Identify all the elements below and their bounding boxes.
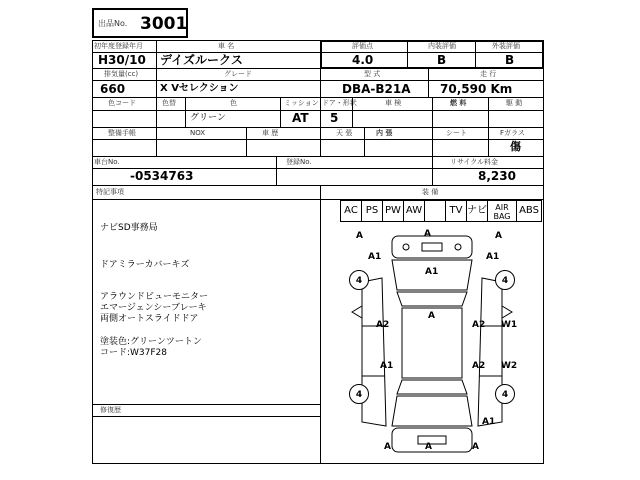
mark-bumper-left: A1 [368, 252, 382, 262]
car-diagram [322, 226, 542, 462]
mark-front-center: A [424, 229, 431, 239]
mileage: 70,590 Km [440, 82, 513, 96]
front-bumper-shape [392, 236, 472, 258]
equipment-pw: PW [382, 200, 404, 222]
score-label: 評価点 [352, 42, 373, 50]
mark-right-door-front-w: W1 [501, 320, 518, 330]
tire-front-right: 4 [495, 270, 515, 290]
interior-grade: B [437, 53, 447, 67]
car-name-label: 車 名 [218, 42, 235, 50]
note-brake: エマージェンシーブレーキ [100, 303, 207, 313]
tire-rear-right: 4 [495, 384, 515, 404]
displacement: 660 [100, 82, 126, 96]
left-side-shape [362, 278, 386, 426]
grade: X Vセレクション [160, 83, 239, 94]
model-label: 型 式 [364, 70, 381, 78]
exterior-grade-label: 外装評価 [492, 42, 520, 50]
equipment-blank [424, 200, 446, 222]
mark-left-door-front: A2 [376, 320, 390, 330]
displacement-label: 排気量(cc) [104, 70, 139, 78]
grade-label: グレード [224, 70, 252, 78]
glass-value: 傷 [510, 140, 521, 153]
chassis-label: 車台No. [94, 158, 120, 166]
lot-number-box [92, 8, 188, 38]
color-change-label: 色替 [162, 99, 176, 107]
color-label: 色 [230, 99, 237, 107]
fuel-label: 燃 料 [450, 99, 467, 107]
equipment-ac: AC [340, 200, 362, 222]
mark-right-door-rear-w: W2 [501, 361, 518, 371]
ceiling-label: 天 張 [336, 129, 353, 137]
mark-roof: A [428, 311, 435, 321]
year-label: 初年度登録年月 [94, 42, 143, 50]
car-name: デイズルークス [160, 53, 243, 67]
tire-front-left: 4 [349, 270, 369, 290]
exterior-grade: B [505, 53, 515, 67]
note-around-view: アラウンドビューモニター [100, 292, 209, 302]
mark-rear-right-low: A [472, 442, 479, 452]
interior-grade-label: 内装評価 [428, 42, 456, 50]
mark-front-left: A [356, 231, 363, 241]
history-label: 車 歴 [262, 129, 279, 137]
note-navi-sd: ナビSD事務局 [100, 223, 158, 233]
mark-rear-right: A1 [482, 417, 496, 427]
mark-right-door-front: A2 [472, 320, 486, 330]
equipment-abs: ABS [516, 200, 542, 222]
interior-trim-label: 内 張 [376, 129, 393, 137]
mission-value: AT [292, 111, 309, 125]
equipment-aw: AW [403, 200, 425, 222]
notes-label: 特記事項 [96, 188, 124, 196]
mark-hood: A1 [425, 267, 439, 277]
mileage-label: 走 行 [480, 70, 497, 78]
mark-left-door-rear: A1 [380, 361, 394, 371]
mark-rear-left: A [384, 442, 391, 452]
rear-bumper-shape [392, 428, 472, 452]
note-paint: 塗装色:グリーンツートン [100, 337, 202, 347]
lot-number: 3001 [140, 14, 188, 34]
mark-rear-center: A [425, 442, 432, 452]
mark-front-right: A [495, 231, 502, 241]
mark-right-door-rear: A2 [472, 361, 486, 371]
first-registration: H30/10 [98, 53, 146, 67]
recycle-label: リサイクル料金 [450, 158, 499, 166]
color-code-label: 色コード [108, 99, 136, 107]
note-mirror: ドアミラーカバーキズ [100, 260, 190, 270]
seat-label: シート [446, 129, 467, 137]
mission-label: ミッション [284, 99, 319, 107]
tire-rear-left: 4 [349, 384, 369, 404]
chassis-number: -0534763 [130, 169, 194, 183]
registration-label: 登録No. [286, 158, 312, 166]
color-value: グリーン [190, 113, 226, 123]
right-side-shape [478, 278, 502, 426]
lot-label: 出品No. [98, 19, 128, 28]
doors-value: 5 [330, 111, 339, 125]
note-code: コード:W37F28 [100, 348, 168, 358]
nox-label: NOX [190, 129, 206, 137]
doors-label: ドア・形状 [322, 99, 357, 107]
score-value: 4.0 [352, 53, 374, 67]
equipment-ps: PS [361, 200, 383, 222]
drive-label: 駆 動 [506, 99, 523, 107]
maintenance-label: 整備手帳 [108, 129, 136, 137]
inspection-label: 車 検 [385, 99, 402, 107]
equipment-label: 装 備 [422, 188, 439, 196]
equipment-tv: TV [445, 200, 467, 222]
repair-history-label: 修復歴 [100, 406, 121, 414]
note-slide-door: 両側オートスライドドア [100, 314, 199, 324]
model-code: DBA-B21A [342, 82, 411, 96]
glass-label: Fガラス [500, 129, 525, 137]
equipment-navi: ナビ [466, 200, 488, 222]
equipment-airbag: AIR BAG [487, 200, 517, 222]
recycle-fee: 8,230 [478, 169, 516, 183]
mark-bumper-right: A1 [486, 252, 500, 262]
